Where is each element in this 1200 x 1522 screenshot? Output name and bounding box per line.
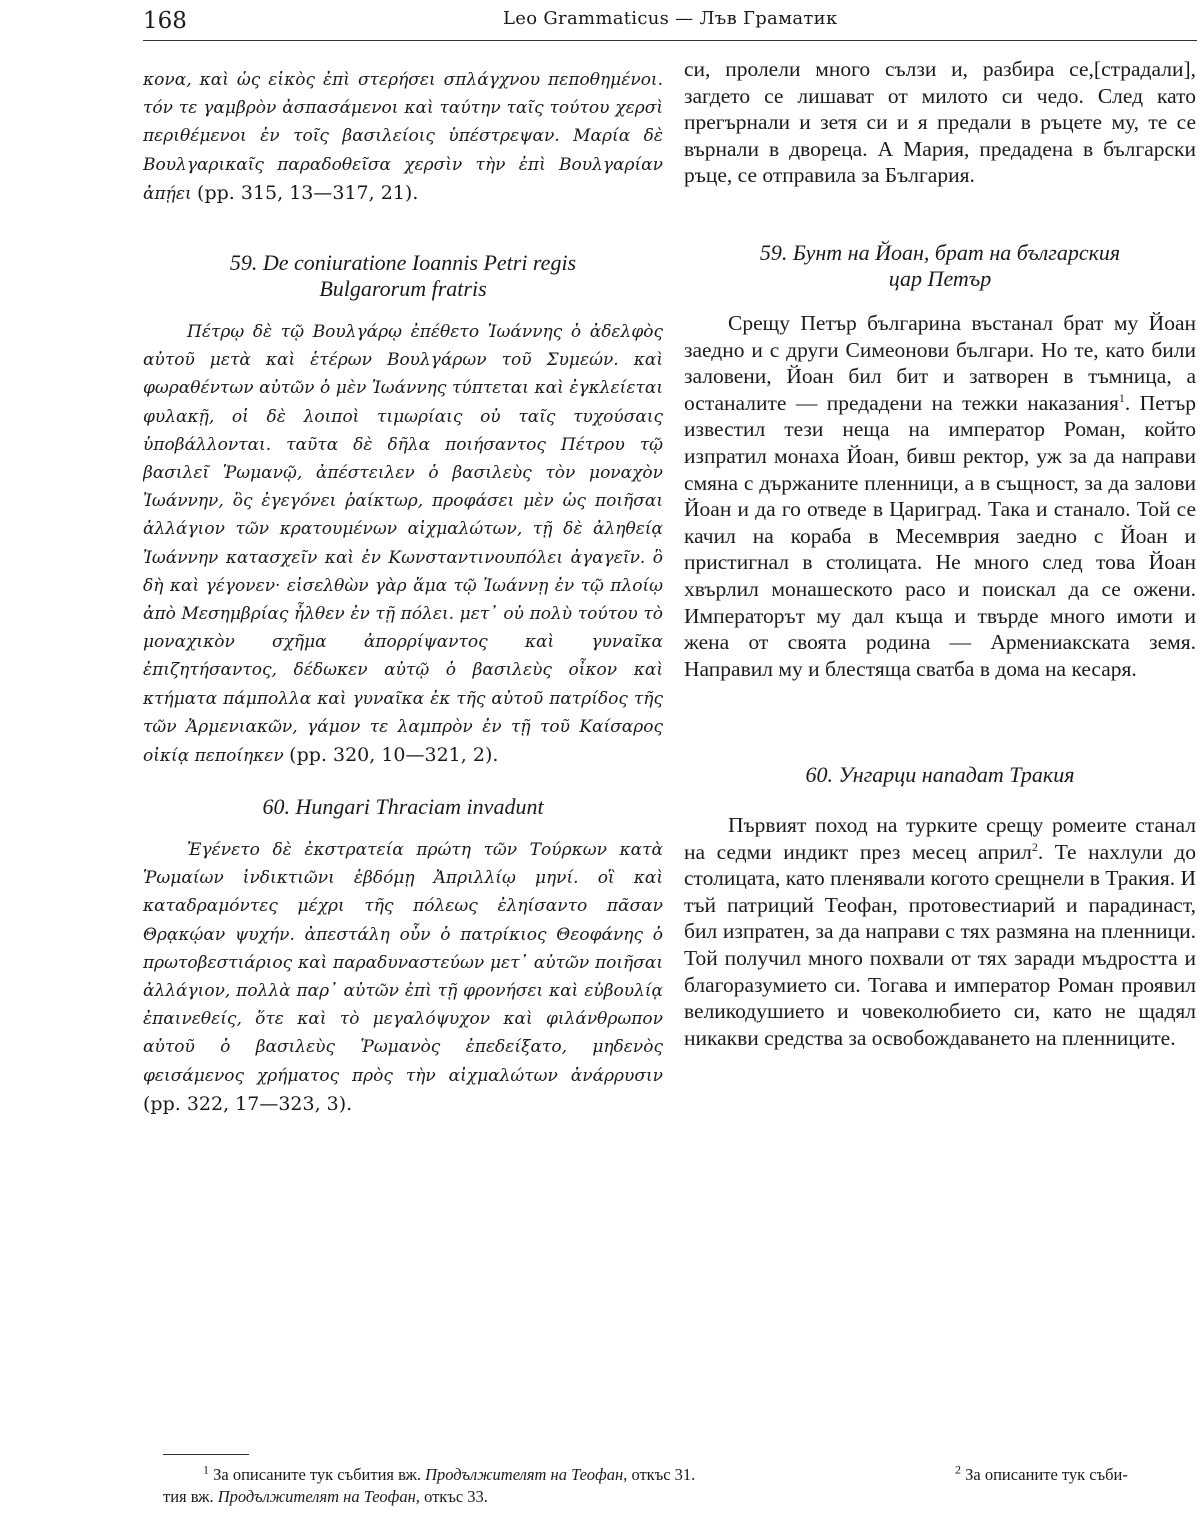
section-heading-line: цар Петър — [888, 266, 992, 291]
footnote-marker: 2 — [1031, 839, 1038, 854]
section-heading-line: 60. Hungari Thraciam invadunt — [262, 794, 544, 819]
page-number: 168 — [143, 8, 187, 34]
greek-paragraph: κονα, καὶ ὡς εἰκὸς ἐπὶ στερήσει σπλάγχνου πεποθημένοι. τόν τε γαμβρὸν ἀσπασάμενοι καὶ ταύτην ταῖς τούτου χερσὶ περιθέμενοι ἐν τοῖς βασιλείοις ὑπέστρεψαν. Μαρία δὲ Βουλγαρικαῖς παραδοθεῖσα χερσὶν τὴν ἐπὶ Βουλγαρίαν ἀπῄει (pp. 315, 13—317, 21). — [143, 70, 663, 204]
bulgarian-heading-60 — [684, 762, 1196, 788]
bulgarian-paragraph: си, пролели много сълзи и, разбира се,[страдали], загдето се лишават от милото си чедо. След като прегърнали и зетя си и я предали в ръцете му, те се върнали в двореца. А Мария, предадена в български ръце, се отправила за България. — [684, 57, 1196, 188]
running-head: Leo Grammaticus — Лъв Граматик — [503, 8, 838, 29]
greek-paragraph: Ἐγένετο δὲ ἐκστρατεία πρώτη τῶν Τούρκων κατὰ Ῥωμαίων ἰνδικτιῶνι ἑβδόμῃ Ἀπριλλίῳ μηνί. οἳ καὶ καταδραμόντες μέχρι τῆς πόλεως ἐληίσαντο πᾶσαν Θρᾳκῴαν ψυχήν. ἀπεστάλη οὖν ὁ πατρίκιος Θεοφάνης ὁ πρωτοβεστιάριος καὶ παραδυναστεύων μετ᾿ αὐτῶν ποιῆσαι ἀλλάγιον, πολλὰ παρ᾿ αὐτῶν ἐπὶ τῇ φρονήσει καὶ εὐβουλίᾳ ἐπαινεθείς, ὅτε καὶ τὸ μεγαλόψυχον καὶ φιλάνθρωπον αὐτοῦ ὁ βασιλεὺς Ῥωμανὸς ἐπεδείξατο, μηδενὸς φεισάμενος χρήματος πρὸς τὴν αἰχμαλώτων ἀνάρρυσιν (pp. 322, 17—323, 3). — [143, 840, 663, 1115]
bulgarian-heading-59 — [684, 240, 1196, 292]
footnotes — [163, 1464, 1197, 1508]
bulgarian-paragraph: Първият поход на турките срещу ромеите станал на седми индикт през месец април$^2$. Те нахлули до столицата, като пленявали когото срещнели в Тракия. И тъй патриций Теофан, протовестиарий и парадинаст, бил изпратен, за да направи с тях размяна на пленници. Той получил много похвали от тях заради мъдростта и благоразумието си. Тогава и император Роман проявил великодушието и човеколюбието си, като не щадял никакви средства за освобождаването на пленниците. — [684, 813, 1196, 1050]
section-heading-line: 60. Унгарци нападат Тракия — [805, 762, 1075, 787]
section-heading-line: 59. De coniuratione Ioannis Petri regis — [229, 250, 577, 275]
greek-section-60 — [143, 836, 663, 1119]
greek-section-59 — [143, 318, 663, 770]
header-rule — [143, 40, 1197, 41]
footnote-rule — [163, 1454, 249, 1455]
footnote-2-continued: тия вж. Продължителят на Теофан, откъс 33. — [163, 1487, 488, 1506]
footnote-1: $^1$ За описаните тук събития вж. Продължителят на Теофан, откъс 31. — [203, 1462, 696, 1484]
latin-heading-59 — [143, 250, 663, 302]
bulgarian-paragraph: Срещу Петър българина въстанал брат му Йоан заедно и с други Симеонови българи. Но те, като били заловени, Йоан бил бит и затворен в тъмница, а останалите — предадени на тежки наказания$^1$. Петър известил тези неща на император Роман, който изпратил монаха Йоан, бивш ректор, уж за да направи смяна с държаните пленници, а в същност, за да залови Йоан и да го отведе в Цариград. Така и станало. Той се качил на кораба в Месемврия заедно с Йоан и пристигнал в столицата. Не много след това Йоан хвърлил монашеското расо и поискал да се ожени. Императорът му дал къща и твърде много имоти и жена от своята родина — Армениакската земя. Направил му и блестяща сватба в дома на кесаря. — [684, 311, 1196, 681]
footnote-2-start: $^2$ За описаните тук съби- — [955, 1462, 1128, 1484]
page-reference: (pp. 322, 17—323, 3). — [143, 1092, 353, 1115]
page-reference: (pp. 315, 13—317, 21). — [197, 181, 419, 204]
section-heading-line: Bulgarorum fratris — [319, 276, 487, 301]
latin-heading-60 — [143, 794, 663, 820]
bulgarian-section-60 — [684, 812, 1196, 1051]
page-reference: (pp. 320, 10—321, 2). — [289, 744, 499, 767]
bulgarian-continuation — [684, 56, 1196, 189]
section-heading-line: 59. Бунт на Йоан, брат на българския — [759, 240, 1121, 265]
greek-paragraph: Πέτρῳ δὲ τῷ Βουλγάρῳ ἐπέθετο Ἰωάννης ὁ ἀδελφὸς αὐτοῦ μετὰ καὶ ἑτέρων Βουλγάρων τοῦ Συμεών. καὶ φωραθέντων αὐτῶν ὁ μὲν Ἰωάννης τύπτεται καὶ ἐγκλείεται φυλακῇ, οἱ δὲ λοιποὶ τιμωρίαις οὐ ταῖς τυχούσαις ὑποβάλλονται. ταῦτα δὲ δῆλα ποιήσαντος Πέτρου τῷ βασιλεῖ Ῥωμανῷ, ἀπέστειλεν ὁ βασιλεὺς τὸν μοναχὸν Ἰωάννην, ὃς ἐγεγόνει ῥαίκτωρ, προφάσει μὲν ὡς ποιῆσαι ἀλλάγιον τῶν κρατουμένων αἰχμαλώτων, τῇ δὲ ἀληθείᾳ Ἰωάννην κατασχεῖν καὶ ἐν Κωνσταντινουπόλει ἀγαγεῖν. ὃ δὴ καὶ γέγονεν· εἰσελθὼν γὰρ ἅμα τῷ Ἰωάννῃ ἐν τῷ πλοίῳ ἀπὸ Μεσημβρίας ἦλθεν ἐν τῇ πόλει. μετ᾿ οὐ πολὺ τούτου τὸ μοναχικὸν σχῆμα ἀπορρίψαντος καὶ γυναῖκα ἐπιζητήσαντος, δέδωκεν αὐτῷ ὁ βασιλεὺς οἶκον καὶ κτήματα πάμπολλα καὶ γυναῖκα ἐκ τῆς αὐτοῦ πατρίδος τῆς τῶν Ἀρμενιακῶν, γάμον τε λαμπρὸν ἐν τῇ τοῦ Καίσαρος οἰκίᾳ πεποίηκεν (pp. 320, 10—321, 2). — [143, 322, 663, 767]
greek-continuation — [143, 66, 663, 208]
footnote-marker: 1 — [1118, 390, 1125, 405]
page-header — [0, 0, 1200, 52]
bulgarian-section-59 — [684, 310, 1196, 682]
